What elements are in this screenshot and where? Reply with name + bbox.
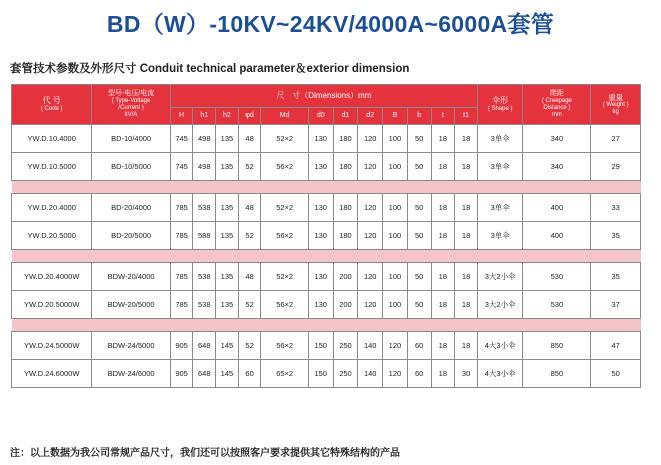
header-dim-h2: h2	[216, 108, 239, 125]
cell-d2: 140	[358, 332, 383, 360]
group-separator	[12, 250, 641, 263]
cell-h2: 135	[216, 194, 239, 222]
cell-h: 905	[170, 360, 193, 388]
header-dim-B: B	[383, 108, 408, 125]
table-caption: 套管技术参数及外形尺寸 Conduit technical parameter＆exterior dimension	[10, 63, 410, 75]
cell-phid: 48	[238, 263, 261, 291]
cell-d1: 200	[333, 291, 358, 319]
cell-md: 65×2	[261, 360, 308, 388]
cell-d0: 130	[308, 125, 333, 153]
cell-b: 50	[407, 125, 431, 153]
cell-t1: 30	[455, 360, 478, 388]
header-dim-d1: d1	[333, 108, 358, 125]
cell-h2: 135	[216, 263, 239, 291]
cell-code: YW.D.10.4000	[12, 125, 92, 153]
cell-weight: 47	[591, 332, 641, 360]
cell-h2: 135	[216, 222, 239, 250]
page-title: BD（W）-10KV~24KV/4000A~6000A套管	[106, 11, 555, 37]
cell-h1: 538	[193, 263, 216, 291]
group-separator	[12, 181, 641, 194]
cell-h2: 145	[216, 360, 239, 388]
cell-t: 18	[431, 194, 455, 222]
cell-b: 100	[383, 153, 408, 181]
cell-d2: 140	[358, 360, 383, 388]
cell-b: 50	[407, 291, 431, 319]
table-row	[12, 332, 641, 360]
cell-t: 18	[431, 332, 455, 360]
footnote: 注：以上数据为我公司常规产品尺寸，我们还可以按照客户要求提供其它特殊结构的产品	[10, 448, 400, 459]
header-dim-d0: d0	[308, 108, 333, 125]
cell-phid: 52	[238, 291, 261, 319]
cell-shape: 3大2小伞	[478, 291, 523, 319]
cell-h1: 498	[193, 125, 216, 153]
separator-band	[12, 181, 641, 194]
cell-weight: 35	[591, 222, 641, 250]
table-row	[12, 291, 641, 319]
cell-d0: 130	[308, 263, 333, 291]
cell-d2: 120	[358, 153, 383, 181]
cell-h: 745	[170, 153, 193, 181]
cell-t: 18	[431, 360, 455, 388]
cell-h1: 538	[193, 194, 216, 222]
cell-creepage: 850	[523, 360, 591, 388]
cell-b: 100	[383, 194, 408, 222]
cell-d0: 130	[308, 153, 333, 181]
cell-t1: 18	[455, 222, 478, 250]
table-body	[12, 125, 641, 388]
cell-shape: 3单伞	[478, 153, 523, 181]
cell-code: YW.D.24.6000W	[12, 360, 92, 388]
cell-code: YW.D.20.4000	[12, 194, 92, 222]
cell-code: YW.D.24.5000W	[12, 332, 92, 360]
cell-d0: 150	[308, 332, 333, 360]
spec-table	[11, 84, 641, 388]
cell-md: 52×2	[261, 263, 308, 291]
cell-b: 100	[383, 263, 408, 291]
cell-shape: 3单伞	[478, 222, 523, 250]
cell-h1: 498	[193, 153, 216, 181]
cell-b: 120	[383, 332, 408, 360]
cell-weight: 50	[591, 360, 641, 388]
header-dim-phid: φd	[238, 108, 261, 125]
cell-b: 60	[407, 360, 431, 388]
cell-d1: 250	[333, 332, 358, 360]
cell-phid: 48	[238, 194, 261, 222]
cell-code: YW.D.10.5000	[12, 153, 92, 181]
header-model: 型号-电压/电流 ( Type-Voltage /Current ) kV/A	[92, 85, 170, 125]
cell-model: BDW-20/5000	[92, 291, 170, 319]
cell-b: 50	[407, 263, 431, 291]
header-dimensions: 尺 寸（Dimensions）mm	[170, 85, 477, 108]
cell-d2: 120	[358, 263, 383, 291]
cell-md: 56×2	[261, 291, 308, 319]
cell-creepage: 530	[523, 263, 591, 291]
cell-phid: 52	[238, 222, 261, 250]
cell-md: 52×2	[261, 125, 308, 153]
cell-d1: 180	[333, 125, 358, 153]
header-dim-Md: Md	[261, 108, 308, 125]
cell-d2: 120	[358, 125, 383, 153]
cell-shape: 4大3小伞	[478, 332, 523, 360]
cell-weight: 35	[591, 263, 641, 291]
cell-h: 785	[170, 263, 193, 291]
cell-d1: 180	[333, 153, 358, 181]
cell-h: 785	[170, 222, 193, 250]
header-dim-H: H	[170, 108, 193, 125]
cell-creepage: 340	[523, 153, 591, 181]
header-creepage: 爬距 ( Creepage Distance ) mm	[523, 85, 591, 125]
cell-creepage: 400	[523, 194, 591, 222]
cell-code: YW.D.20.5000	[12, 222, 92, 250]
cell-model: BD-10/5000	[92, 153, 170, 181]
cell-shape: 3单伞	[478, 194, 523, 222]
group-separator	[12, 319, 641, 332]
header-weight: 重量 ( Weight ) kg	[591, 85, 641, 125]
table-row	[12, 222, 641, 250]
cell-phid: 48	[238, 125, 261, 153]
cell-t: 18	[431, 153, 455, 181]
table-row	[12, 153, 641, 181]
cell-weight: 29	[591, 153, 641, 181]
cell-d2: 120	[358, 194, 383, 222]
cell-md: 56×2	[261, 222, 308, 250]
cell-creepage: 850	[523, 332, 591, 360]
cell-t1: 18	[455, 291, 478, 319]
cell-h2: 135	[216, 153, 239, 181]
cell-h: 905	[170, 332, 193, 360]
cell-b: 50	[407, 222, 431, 250]
cell-h2: 135	[216, 125, 239, 153]
header-dim-t: t	[431, 108, 455, 125]
cell-b: 50	[407, 153, 431, 181]
table-row	[12, 194, 641, 222]
cell-t1: 18	[455, 263, 478, 291]
cell-h1: 648	[193, 332, 216, 360]
cell-h: 745	[170, 125, 193, 153]
cell-phid: 52	[238, 332, 261, 360]
cell-code: YW.D.20.4000W	[12, 263, 92, 291]
cell-md: 52×2	[261, 194, 308, 222]
cell-model: BD-20/5000	[92, 222, 170, 250]
cell-creepage: 340	[523, 125, 591, 153]
cell-phid: 52	[238, 153, 261, 181]
cell-d1: 180	[333, 194, 358, 222]
header-dim-b: b	[407, 108, 431, 125]
cell-model: BD-10/4000	[92, 125, 170, 153]
cell-weight: 27	[591, 125, 641, 153]
header-dim-t1: t1	[455, 108, 478, 125]
cell-weight: 33	[591, 194, 641, 222]
cell-md: 56×2	[261, 153, 308, 181]
cell-t: 18	[431, 263, 455, 291]
cell-t: 18	[431, 291, 455, 319]
cell-b: 100	[383, 291, 408, 319]
cell-d0: 150	[308, 360, 333, 388]
cell-d0: 130	[308, 222, 333, 250]
header-shape: 伞形 ( Shape )	[478, 85, 523, 125]
header-code: 代 号 ( Code )	[12, 85, 92, 125]
header-dim-d2: d2	[358, 108, 383, 125]
cell-b: 100	[383, 222, 408, 250]
cell-b: 100	[383, 125, 408, 153]
cell-h1: 588	[193, 222, 216, 250]
cell-d2: 120	[358, 222, 383, 250]
cell-t1: 18	[455, 332, 478, 360]
cell-b: 50	[407, 194, 431, 222]
cell-creepage: 400	[523, 222, 591, 250]
cell-creepage: 530	[523, 291, 591, 319]
cell-t: 18	[431, 125, 455, 153]
cell-d1: 250	[333, 360, 358, 388]
cell-d0: 130	[308, 194, 333, 222]
cell-weight: 37	[591, 291, 641, 319]
cell-code: YW.D.20.5000W	[12, 291, 92, 319]
cell-t1: 18	[455, 194, 478, 222]
cell-shape: 3单伞	[478, 125, 523, 153]
separator-band	[12, 250, 641, 263]
cell-shape: 3大2小伞	[478, 263, 523, 291]
cell-b: 60	[407, 332, 431, 360]
cell-h: 785	[170, 194, 193, 222]
cell-d2: 120	[358, 291, 383, 319]
cell-md: 56×2	[261, 332, 308, 360]
cell-phid: 60	[238, 360, 261, 388]
cell-h1: 538	[193, 291, 216, 319]
cell-b: 120	[383, 360, 408, 388]
cell-h2: 135	[216, 291, 239, 319]
separator-band	[12, 319, 641, 332]
cell-model: BD-20/4000	[92, 194, 170, 222]
cell-h1: 648	[193, 360, 216, 388]
cell-h: 785	[170, 291, 193, 319]
cell-d1: 180	[333, 222, 358, 250]
cell-d1: 200	[333, 263, 358, 291]
cell-t: 18	[431, 222, 455, 250]
table-row	[12, 263, 641, 291]
cell-t1: 18	[455, 125, 478, 153]
cell-shape: 4大3小伞	[478, 360, 523, 388]
header-dim-h1: h1	[193, 108, 216, 125]
cell-model: BDW-24/6000	[92, 360, 170, 388]
table-row	[12, 360, 641, 388]
cell-h2: 145	[216, 332, 239, 360]
cell-model: BDW-24/5000	[92, 332, 170, 360]
cell-d0: 130	[308, 291, 333, 319]
table-row	[12, 125, 641, 153]
cell-model: BDW-20/4000	[92, 263, 170, 291]
cell-t1: 18	[455, 153, 478, 181]
